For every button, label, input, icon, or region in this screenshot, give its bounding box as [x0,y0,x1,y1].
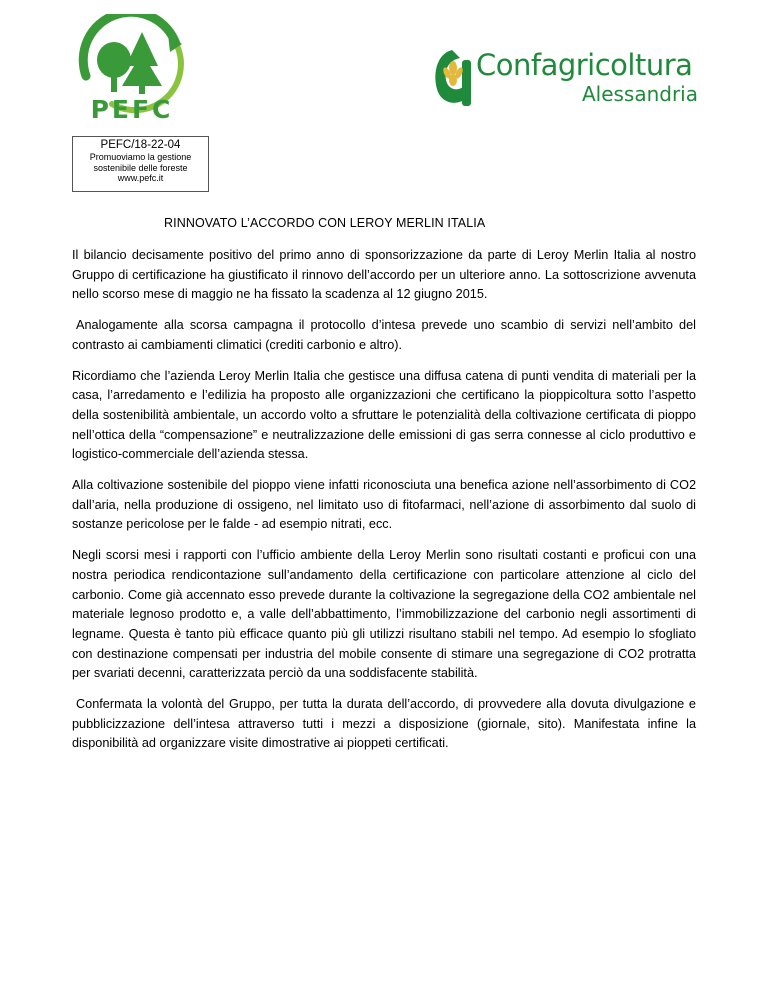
confagricoltura-name: Confagricoltura [476,48,693,82]
paragraph: Alla coltivazione sostenibile del pioppo viene infatti riconosciuta una benefica azione nell’assorbimento di CO2 dall’aria, nella produzione di ossigeno, nel limitato uso di fitofarmaci, nell’azione di assorbimento dal suolo di sostanze pericolose per le falde - ad esempio nitrati, ecc. [72,478,696,532]
pefc-logo-text: PEFC [90,95,174,124]
pefc-tree-logo-icon [72,14,192,124]
pefc-code: PEFC/18-22-04 [100,139,181,151]
pefc-line2: sostenibile delle foreste [93,162,188,173]
document-title: RINNOVATO L’ACCORDO CON LEROY MERLIN ITALIA [164,216,486,230]
paragraph: Negli scorsi mesi i rapporti con l’ufficio ambiente della Leroy Merlin sono risultati costanti e proficui con una nostra periodica rendicontazione sull’andamento della certificazione con particolare attenzione al ciclo del carbonio. Come già accennato esso prevede durante la coltivazione la segregazione della CO2 ambientale nel materiale legnoso prodotto e, a valle dell’abbattimento, l’immobilizzazione del carbonio negli assortimenti di legname. Questa è tanto più efficace quanto più gli utilizzi risultano stabili nel tempo. Ad esempio lo sfogliato con destinazione compensati per industria del mobile consente di stimare una segregazione di CO2 protratta per svariati decenni, caratterizzata perciò da una soddisfacente stabilità. [72,548,696,681]
wheat-leaf-icon [430,46,474,108]
paragraph: Confermata la volontà del Gruppo, per tutta la durata dell’accordo, di provvedere alla dovuta divulgazione e pubblicizzazione dell’intesa attraverso tutti i mezzi a disposizione (giornale, sito). Manifestata infine la disponibilità ad organizzare visite dimostrative ai pioppeti certificati. [72,697,696,751]
confagricoltura-logo [430,46,700,110]
paragraph: Il bilancio decisamente positivo del primo anno di sponsorizzazione da parte di Leroy Merlin Italia al nostro Gruppo di certificazione ha giustificato il rinnovo dell’accordo per un ulteriore anno. La sottoscrizione avvenuta nello scorso mese di maggio ne ha fissato la scadenza al 12 giugno 2015. [72,248,696,302]
pefc-certification-box [72,136,209,192]
pefc-line1: Promuoviamo la gestione [89,152,192,163]
document-body [72,246,696,765]
confagricoltura-city: Alessandria [581,82,698,106]
paragraph: Analogamente alla scorsa campagna il protocollo d’intesa prevede uno scambio di servizi nell’ambito del contrasto ai cambiamenti climatici (crediti carbonio e altro). [72,318,696,352]
pefc-url: www.pefc.it [117,172,164,183]
paragraph: Ricordiamo che l’azienda Leroy Merlin Italia che gestisce una diffusa catena di punti vendita di materiali per la casa, l’arredamento e l’edilizia ha proposto alle organizzazioni che certificano la pioppicoltura sotto l’aspetto della sostenibilità ambientale, un accordo volto a sfruttare le potenzialità della coltivazione certificata di pioppo nell’ottica della “compensazione” e neutralizzazione delle emissioni di gas serra connesse al ciclo produttivo e logistico-commerciale dell’azienda stessa. [72,368,696,462]
